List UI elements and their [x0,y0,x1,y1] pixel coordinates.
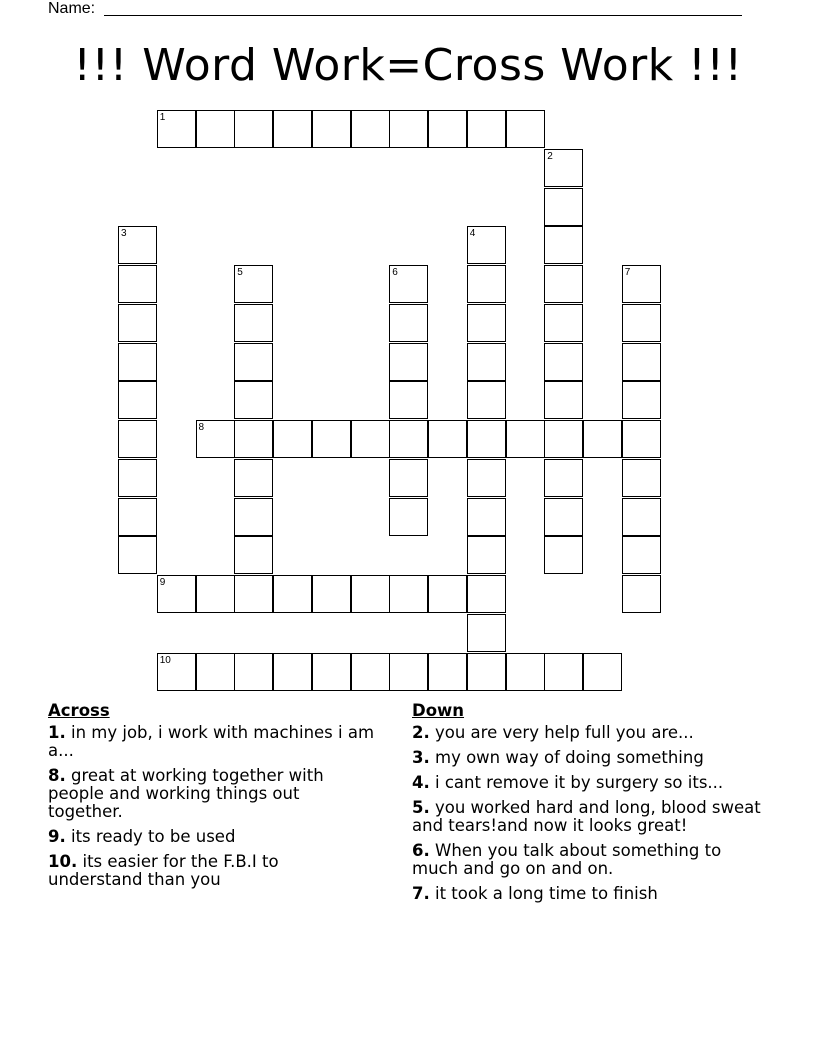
crossword-cell[interactable] [428,653,467,691]
cell-number: 7 [624,267,631,278]
crossword-cell[interactable] [273,420,312,458]
clue-across-1 [48,724,378,760]
crossword-cell[interactable] [506,653,545,691]
crossword-cell[interactable] [389,498,428,536]
crossword-cell[interactable] [118,265,157,303]
crossword-cell[interactable] [389,381,428,419]
crossword-cell[interactable] [196,420,235,458]
cell-number: 2 [547,150,553,162]
crossword-cell[interactable] [544,304,583,342]
crossword-cell[interactable] [544,188,583,226]
crossword-cell[interactable] [544,343,583,381]
crossword-cell[interactable] [234,536,273,574]
crossword-cell[interactable] [467,226,506,264]
crossword-cell[interactable] [428,575,467,613]
name-label: Name: [48,0,96,17]
clue-number: 6. [412,841,430,860]
clue-number: 9. [48,827,66,846]
puzzle-title: !!! Word Work=Cross Work !!! [73,40,743,91]
crossword-cell[interactable] [544,381,583,419]
clue-number: 5. [412,798,430,817]
cell-number: 9 [159,577,166,588]
clue-number: 7. [412,884,430,903]
crossword-cell[interactable] [583,420,622,458]
crossword-cell[interactable] [544,536,583,574]
crossword-cell[interactable] [118,498,157,536]
crossword-cell[interactable] [506,420,545,458]
crossword-cell[interactable] [196,575,235,613]
crossword-cell[interactable] [312,653,351,691]
crossword-cell[interactable] [234,381,273,419]
clue-number: 8. [48,766,66,785]
crossword-cell[interactable] [273,653,312,691]
crossword-cell[interactable] [544,149,583,187]
crossword-cell[interactable] [622,343,661,381]
cell-number: 3 [121,228,127,240]
crossword-cell[interactable] [583,653,622,691]
crossword-cell[interactable] [428,110,467,148]
crossword-cell[interactable] [118,304,157,342]
clue-number: 10. [48,852,78,871]
crossword-cell[interactable] [622,381,661,419]
crossword-cell[interactable] [118,420,157,458]
crossword-cell[interactable] [544,653,583,691]
clue-down-5 [412,799,772,835]
down-heading: Down [412,701,465,720]
crossword-cell[interactable] [234,265,273,303]
crossword-cell[interactable] [351,575,390,613]
clue-down-7 [412,885,772,903]
clue-across-8 [48,767,378,821]
crossword-cell[interactable] [467,381,506,419]
crossword-cell[interactable] [234,459,273,497]
down-clues [412,702,772,910]
crossword-cell[interactable] [118,343,157,381]
crossword-cell[interactable] [544,420,583,458]
crossword-cell[interactable] [234,498,273,536]
crossword-cell[interactable] [467,265,506,303]
clue-text: its easier for the F.B.I to understand than you [48,852,279,889]
crossword-cell[interactable] [196,653,235,691]
crossword-cell[interactable] [467,575,506,613]
clue-text: i cant remove it by surgery so its... [435,773,724,792]
clue-text: you are very help full you are... [435,723,694,742]
clue-down-2 [412,724,772,742]
crossword-cell[interactable] [389,575,428,613]
crossword-cell[interactable] [157,575,196,613]
crossword-cell[interactable] [467,614,506,652]
crossword-cell[interactable] [389,265,428,303]
clue-text: When you talk about something to much and go on and on. [412,841,722,878]
crossword-cell[interactable] [273,110,312,148]
cell-number: 4 [469,228,476,240]
clue-across-10 [48,853,378,889]
crossword-cell[interactable] [467,653,506,691]
clue-text: you worked hard and long, blood sweat and tears!and now it looks great! [412,798,761,835]
crossword-cell[interactable] [273,575,312,613]
clue-text: my own way of doing something [435,748,704,767]
clue-number: 2. [412,723,430,742]
crossword-cell[interactable] [622,575,661,613]
crossword-cell[interactable] [389,304,428,342]
across-heading: Across [48,701,110,720]
crossword-cell[interactable] [467,304,506,342]
clue-text: great at working together with people and working things out together. [48,766,324,821]
crossword-cell[interactable] [351,653,390,691]
crossword-cell[interactable] [467,343,506,381]
crossword-cell[interactable] [389,110,428,148]
crossword-cell[interactable] [234,304,273,342]
crossword-cell[interactable] [622,459,661,497]
crossword-cell[interactable] [544,265,583,303]
crossword-cell[interactable] [196,110,235,148]
crossword-cell[interactable] [118,381,157,419]
clue-text: its ready to be used [71,827,236,846]
cell-number: 8 [198,422,205,433]
crossword-cell[interactable] [467,459,506,497]
crossword-cell[interactable] [622,420,661,458]
cell-number: 6 [392,267,398,278]
crossword-cell[interactable] [467,536,506,574]
crossword-cell[interactable] [544,226,583,264]
crossword-cell[interactable] [389,459,428,497]
across-clues [48,702,378,896]
crossword-cell[interactable] [467,420,506,458]
crossword-cell[interactable] [467,498,506,536]
crossword-cell[interactable] [544,498,583,536]
crossword-cell[interactable] [428,420,467,458]
crossword-cell[interactable] [234,653,273,691]
cell-number: 5 [237,267,243,278]
clue-down-4 [412,774,772,792]
crossword-cell[interactable] [234,575,273,613]
clue-number: 1. [48,723,66,742]
crossword-cell[interactable] [312,110,351,148]
crossword-cell[interactable] [389,653,428,691]
clue-text: in my job, i work with machines i am a... [48,723,375,760]
crossword-cell[interactable] [312,575,351,613]
clue-down-3 [412,749,772,767]
crossword-cell[interactable] [622,265,661,303]
crossword-cell[interactable] [389,343,428,381]
crossword-cell[interactable] [544,459,583,497]
crossword-cell[interactable] [506,110,545,148]
cell-number: 1 [159,112,166,123]
crossword-cell[interactable] [234,420,273,458]
crossword-cell[interactable] [351,110,390,148]
crossword-cell[interactable] [312,420,351,458]
clue-number: 4. [412,773,430,792]
crossword-cell[interactable] [622,304,661,342]
crossword-cell[interactable] [351,420,390,458]
crossword-cell[interactable] [157,110,196,148]
clue-text: it took a long time to finish [435,884,658,903]
clue-across-9 [48,828,378,846]
cell-number: 10 [159,654,171,666]
crossword-cell[interactable] [622,536,661,574]
crossword-cell[interactable] [118,226,157,264]
crossword-cell[interactable] [234,343,273,381]
clue-down-6 [412,842,772,878]
crossword-cell[interactable] [467,110,506,148]
crossword-cell[interactable] [234,110,273,148]
clue-number: 3. [412,748,430,767]
crossword-cell[interactable] [157,653,196,691]
crossword-cell[interactable] [622,498,661,536]
crossword-cell[interactable] [389,420,428,458]
crossword-cell[interactable] [118,459,157,497]
crossword-cell[interactable] [118,536,157,574]
